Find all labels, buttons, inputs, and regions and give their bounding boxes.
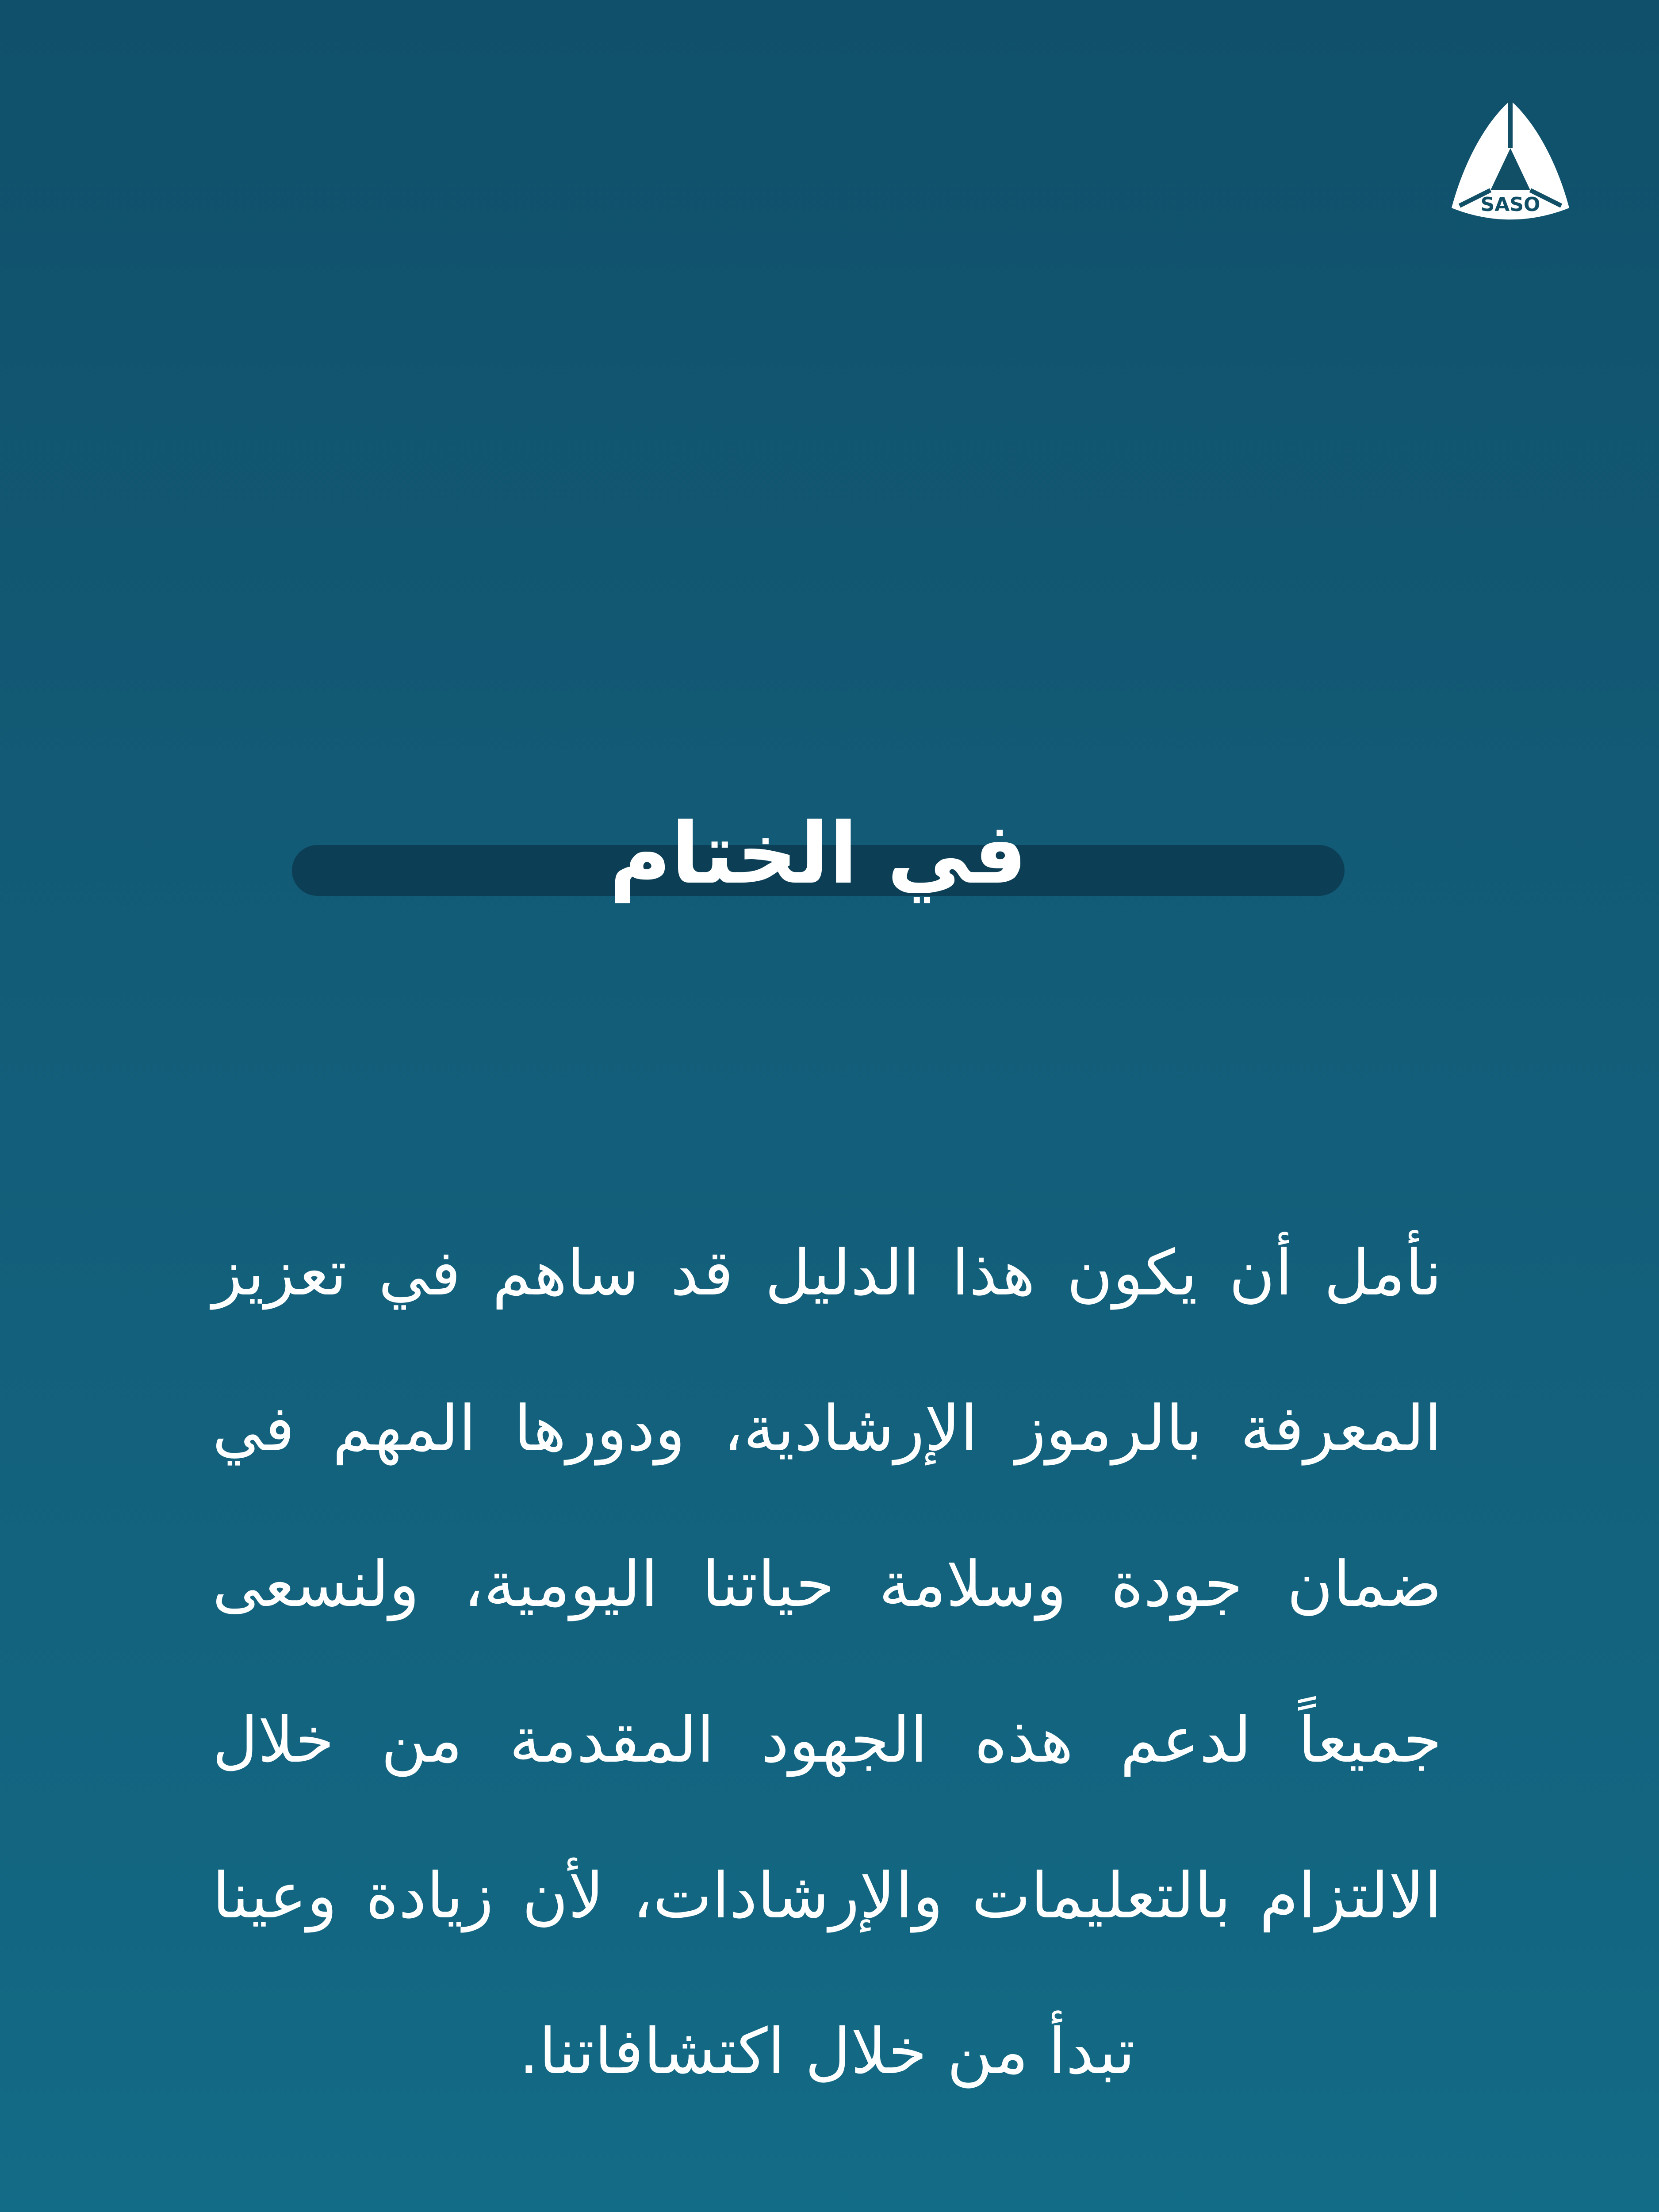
section-title bbox=[292, 787, 1345, 920]
closing-paragraph: نأمل أن يكون هذا الدليل قد ساهم في تعزيز المعرفة بالرموز الإرشادية، ودورها المهم في ضمان جودة وسلامة حياتنا اليومية، ولنسعى جميعاً لدعم هذه الجهود المقدمة من خلال الالتزام بالتعليمات والإرشادات، لأن زيادة وعينا تبدأ من خلال اكتشافاتنا. bbox=[212, 1237, 1442, 2088]
page-title: في الختام bbox=[609, 805, 1027, 902]
logo-text: SASO bbox=[1480, 193, 1540, 216]
saso-logo-icon bbox=[1446, 95, 1575, 223]
saso-logo bbox=[1446, 95, 1575, 223]
